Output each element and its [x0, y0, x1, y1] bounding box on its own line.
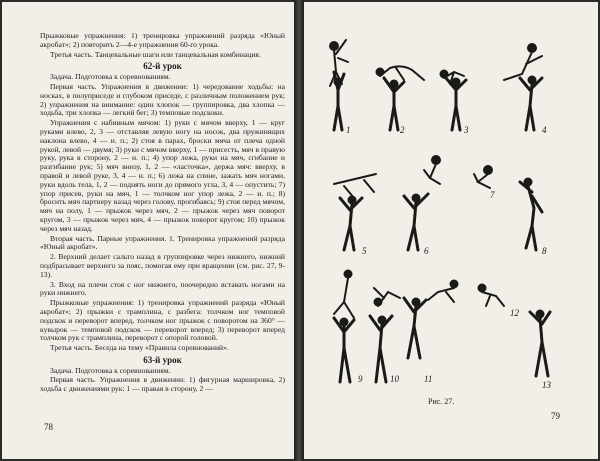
figure-number-3: 3 [464, 125, 469, 135]
right-page [304, 2, 598, 459]
figure-number-12: 12 [510, 308, 519, 318]
figure-number-6: 6 [424, 246, 429, 256]
figure-number-11: 11 [424, 374, 433, 384]
figure-13-drawing [530, 311, 550, 377]
figure-6-drawing [404, 194, 428, 250]
figure-12-drawing [428, 281, 504, 307]
paragraph: Прыжковые упражнения: 1) тренировка упражнений разряда «Юный акробат»; 2) повторить 2—4-е упражнения 60-го урока. [40, 31, 285, 49]
lesson-63-title: 63-й урок [143, 354, 182, 365]
left-text-block [40, 32, 285, 395]
paragraph: Упражнения с набивным мячом: 1) руки с мячом вверху, 1 — круг руками влево, 2, 3 — отставляя левую ногу на носок, два пружинящих наклона влево, 4 — и. п.; 2) стоя в парах, броски мяча от плеча одной рукой, левой — двумя; 3) руки с мячом вверху, 1 — присесть, мяч в правую руку, рука в сторону, 2 — и. п.; 4) упор лежа, руки на мяч, сгибание и разгибание рук; 5) мяч внизу, 1, 2 — «ласточка», держа мяч: вверху, в правой и левой руке, 3, 4 — и. п.; 6) лежа на спине, зажать мяч ногами, руки вдоль тела, 1, 2 — поднять ноги до прямого угла, 3, 4 — опустить; 7) упор присев, руки на мяч, 1 — толчком ног упор лежа, 2 — и. п.; 8) бросить мяч партнеру назад через голову, прогибаясь; 9) стоя перед мячом, мяч на полу, 1 — прыжок через мяч, 2 — прыжок через мяч поворот кругом, 3 — прыжок через мяч, 4 — прыжок поворот кругом; 10) прыжок через мяч назад. [40, 118, 285, 233]
figure-4-drawing [504, 44, 542, 130]
figure-8-drawing [520, 179, 542, 251]
page-number-right: 79 [551, 411, 560, 421]
figure-10-drawing [370, 288, 400, 382]
paragraph: Третья часть. Беседа на тему «Правила соревнований». [50, 343, 229, 353]
figure-number-8: 8 [542, 246, 547, 256]
figure-5-drawing [334, 174, 376, 250]
figure-caption: Рис. 27. [428, 397, 455, 406]
paragraph: Первая часть. Упражнения в движении: 1) фигурная маршировка, 2) ходьба с движениями рук: 1 — правая в сторону, 2 — [40, 375, 285, 394]
paragraph: Вторая часть. Парные упражнения. 1. Тренировка упражнений разряда «Юный акробат». [40, 233, 285, 252]
page-number-left: 78 [44, 422, 53, 432]
left-page [2, 2, 294, 459]
figure-9-drawing [334, 271, 354, 383]
paragraph: Третья часть. Танцевальные шаги или танцевальная комбинация. [50, 49, 261, 59]
figure-number-4: 4 [542, 125, 547, 135]
paragraph: 3. Вход на плечи стоя с ног нижнего, поочередно вставать ногами на руки нижнего. [40, 279, 285, 298]
paragraph: 2. Верхний делает сальто назад в группировке через нижнего, нижний подбрасывает верхнего за пояс, помогая ему при вращении (см. рис. 27, 9-13). [40, 252, 285, 279]
figure-number-7: 7 [490, 190, 495, 200]
figure-number-9: 9 [358, 374, 363, 384]
figure-11-drawing [404, 298, 426, 358]
paragraph: Первая часть. Упражнения в движении: 1) чередование ходьбы: на носках, в полуприседе и глубоком приседе, с различным положением рук; 2) упражнения на внимание: один хлопок — группировка, два хлопка — ходьба, три хлопка — легкий бег; 3) темповые подскоки. [40, 81, 285, 118]
figure-7-drawing [424, 156, 492, 188]
figure-number-5: 5 [362, 246, 367, 256]
book-gutter [294, 0, 304, 461]
figure-3-drawing [441, 71, 467, 131]
figure-number-13: 13 [542, 380, 551, 390]
figure-27-illustration [304, 2, 598, 459]
figure-number-2: 2 [400, 125, 405, 135]
paragraph: Задача. Подготовка к соревнованиям. [50, 365, 171, 375]
paragraph: Прыжковые упражнения: 1) тренировка упражнений разряда «Юный акробат»; 2) прыжки с трамплина, с разбега: толчком ног темповой подскок и переворот вперед, толчком ног прыжок с поворотом на 360° — кувырок — темповой подскок — переворот вперед; 3) переворот вперед толчком рук с трамплина, переворот с опорой головой. [40, 298, 285, 343]
paragraph: Задача. Подготовка к соревнованиям. [50, 72, 171, 82]
figure-1-drawing [330, 40, 348, 130]
figure-2-drawing [377, 66, 425, 130]
figure-number-10: 10 [390, 374, 399, 384]
lesson-62-title: 62-й урок [143, 61, 182, 72]
figure-number-1: 1 [346, 125, 351, 135]
